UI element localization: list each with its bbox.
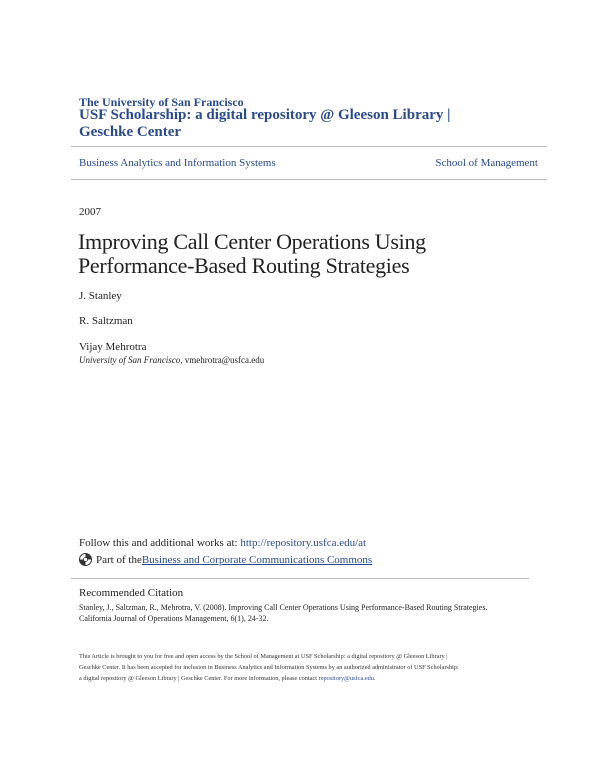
repository-title[interactable] [79, 107, 549, 141]
repository-url-link[interactable]: http://repository.usfca.edu/at [240, 537, 367, 549]
header-rule-top [71, 146, 547, 147]
affiliation-name: University of San Francisco [79, 355, 181, 365]
part-of-line [79, 553, 372, 566]
author-name: Vijay Mehrotra [79, 341, 147, 353]
article-title [78, 230, 548, 278]
citation-text [79, 602, 539, 624]
repository-title-line2: Geschke Center [79, 124, 182, 140]
access-statement-line1: This Article is brought to you for free and open access by the School of Management at USF Scholarship: a digital repository @ Gleeson Library | [79, 653, 448, 660]
author-name: J. Stanley [79, 290, 122, 302]
contact-email-link[interactable]: repository@usfca.edu [318, 675, 374, 682]
article-title-line2: Performance-Based Routing Strategies [78, 253, 410, 278]
follow-label: Follow this and additional works at: [79, 537, 241, 549]
access-statement [79, 651, 539, 684]
contact-end: . [373, 675, 376, 682]
commons-link[interactable]: Business and Corporate Communications Commons [141, 553, 373, 566]
citation-line1: Stanley, J., Saltzman, R., Mehrotra, V. (2008). Improving Call Center Operations Using Performance-Based Routing Strategies. [79, 603, 488, 612]
author-name: R. Saltzman [79, 315, 133, 327]
publication-year: 2007 [79, 206, 101, 218]
nav-link-department[interactable]: Business Analytics and Information Systems [79, 157, 276, 169]
author-affiliation [79, 355, 264, 365]
citation-heading: Recommended Citation [79, 587, 184, 599]
citation-rule [71, 578, 529, 579]
institution-name[interactable]: The University of San Francisco [79, 95, 244, 109]
network-icon [79, 553, 92, 566]
access-statement-line2: Geschke Center. It has been accepted for inclusion in Business Analytics and Information Systems by an authorized administrator of USF Scholarship: [79, 664, 459, 671]
article-title-line1: Improving Call Center Operations Using [78, 229, 426, 254]
author-email: , vmehrotra@usfca.edu [180, 355, 265, 365]
nav-link-school[interactable]: School of Management [435, 157, 538, 169]
access-statement-line3 [79, 673, 539, 684]
repository-title-line1: USF Scholarship: a digital repository @ Gleeson Library | [79, 107, 451, 123]
part-of-label: Part of the [96, 553, 142, 566]
citation-line2: California Journal of Operations Management, 6(1), 24-32. [79, 614, 269, 623]
header-rule-bottom [71, 179, 547, 180]
contact-text: a digital repository @ Gleeson Library | Geschke Center. For more information, please contact [79, 675, 319, 682]
follow-works-line [79, 537, 366, 549]
